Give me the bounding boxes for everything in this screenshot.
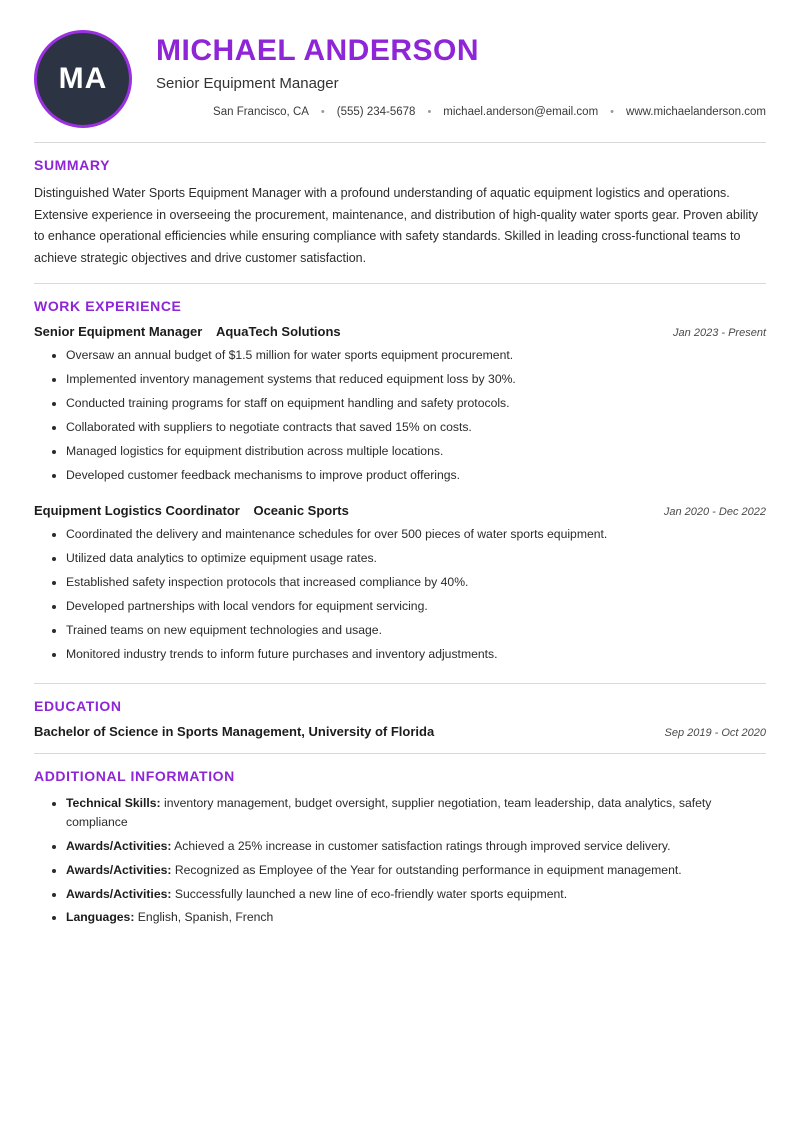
contact-separator-icon: • (320, 106, 325, 118)
additional-text: English, Spanish, French (134, 910, 274, 925)
additional-list (34, 794, 766, 927)
section-work-experience (34, 284, 766, 684)
list-item: Implemented inventory management systems that reduced equipment loss by 30%. (52, 370, 766, 394)
experience-company: AquaTech Solutions (215, 324, 341, 339)
list-item (52, 908, 766, 927)
education-degree: Bachelor of Science in Sports Management, University of Florida (34, 723, 435, 739)
list-item: Trained teams on new equipment technologies and usage. (52, 621, 766, 645)
section-education (34, 684, 766, 754)
list-item: Collaborated with suppliers to negotiate contracts that saved 15% on costs. (52, 418, 766, 442)
experience-role-company (34, 503, 349, 518)
list-item: Developed customer feedback mechanisms to improve product offerings. (52, 466, 766, 490)
experience-entry (34, 503, 766, 668)
contact-email[interactable]: michael.anderson@email.com (443, 106, 599, 118)
experience-dates: Jan 2020 - Dec 2022 (663, 506, 766, 519)
contact-location: San Francisco, CA (213, 106, 309, 118)
experience-bullet-list (34, 346, 766, 489)
list-item (52, 861, 766, 885)
resume-header (34, 28, 766, 143)
experience-bullet-list (34, 525, 766, 668)
list-item: Developed partnerships with local vendors for equipment servicing. (52, 597, 766, 621)
section-title-work-experience: WORK EXPERIENCE (34, 298, 182, 314)
list-item: Oversaw an annual budget of $1.5 million for water sports equipment procurement. (52, 346, 766, 370)
list-item: Conducted training programs for staff on equipment handling and safety protocols. (52, 394, 766, 418)
list-item: Managed logistics for equipment distribution across multiple locations. (52, 442, 766, 466)
additional-label: Awards/Activities: (66, 862, 172, 877)
list-item (52, 794, 766, 837)
experience-role: Senior Equipment Manager (34, 324, 203, 339)
additional-text: Achieved a 25% increase in customer satisfaction ratings through improved service delivery. (171, 838, 671, 853)
section-additional-information (34, 754, 766, 941)
additional-label: Technical Skills: (66, 795, 161, 810)
section-title-additional-information: ADDITIONAL INFORMATION (34, 767, 235, 784)
experience-entry-header (34, 503, 766, 518)
additional-text: Successfully launched a new line of eco-friendly water sports equipment. (171, 886, 568, 901)
contact-website[interactable]: www.michaelanderson.com (626, 106, 766, 118)
list-item: Utilized data analytics to optimize equipment usage rates. (52, 549, 766, 573)
education-entry (34, 724, 766, 739)
section-title-education: EDUCATION (34, 697, 122, 714)
experience-entry-header (34, 324, 766, 339)
contact-separator-icon: • (610, 106, 615, 118)
contact-row (156, 106, 766, 118)
list-item: Coordinated the delivery and maintenance schedules for over 500 pieces of water sports equipment. (52, 525, 766, 549)
additional-text: inventory management, budget oversight, supplier negotiation, team leadership, data analytics, safety compliance (66, 795, 712, 829)
avatar-initials: MA (58, 62, 108, 95)
list-item (52, 837, 766, 861)
summary-text: Distinguished Water Sports Equipment Manager with a profound understanding of aquatic equipment logistics and operations. Extensive experience in overseeing the procurement, maintenance, and distribution of high-quality water sports gear. Proven ability to enhance operational efficiencies while ensuring compliance with safety standards. Skilled in leading cross-functional teams to achieve strategic objectives and drive customer satisfaction. (34, 186, 759, 265)
experience-entry (34, 324, 766, 489)
avatar (34, 30, 132, 128)
header-text (156, 28, 766, 118)
experience-company: Oceanic Sports (253, 503, 349, 519)
list-item (52, 885, 766, 909)
education-dates: Sep 2019 - Oct 2020 (664, 726, 766, 739)
experience-dates: Jan 2023 - Present (673, 327, 766, 339)
experience-role-company (34, 324, 341, 339)
page-title: MICHAEL ANDERSON (156, 34, 480, 67)
header-job-title: Senior Equipment Manager (156, 75, 339, 92)
contact-separator-icon: • (427, 106, 432, 118)
list-item: Established safety inspection protocols that increased compliance by 40%. (52, 573, 766, 597)
experience-role: Equipment Logistics Coordinator (34, 503, 240, 519)
contact-phone[interactable]: (555) 234-5678 (336, 106, 416, 118)
additional-text: Recognized as Employee of the Year for outstanding performance in equipment management. (171, 862, 682, 877)
section-title-summary: SUMMARY (34, 157, 111, 173)
additional-label: Awards/Activities: (66, 838, 172, 853)
section-summary (34, 143, 766, 284)
additional-label: Awards/Activities: (66, 886, 172, 901)
additional-label: Languages: (66, 910, 135, 925)
list-item: Monitored industry trends to inform future purchases and inventory adjustments. (52, 645, 766, 669)
